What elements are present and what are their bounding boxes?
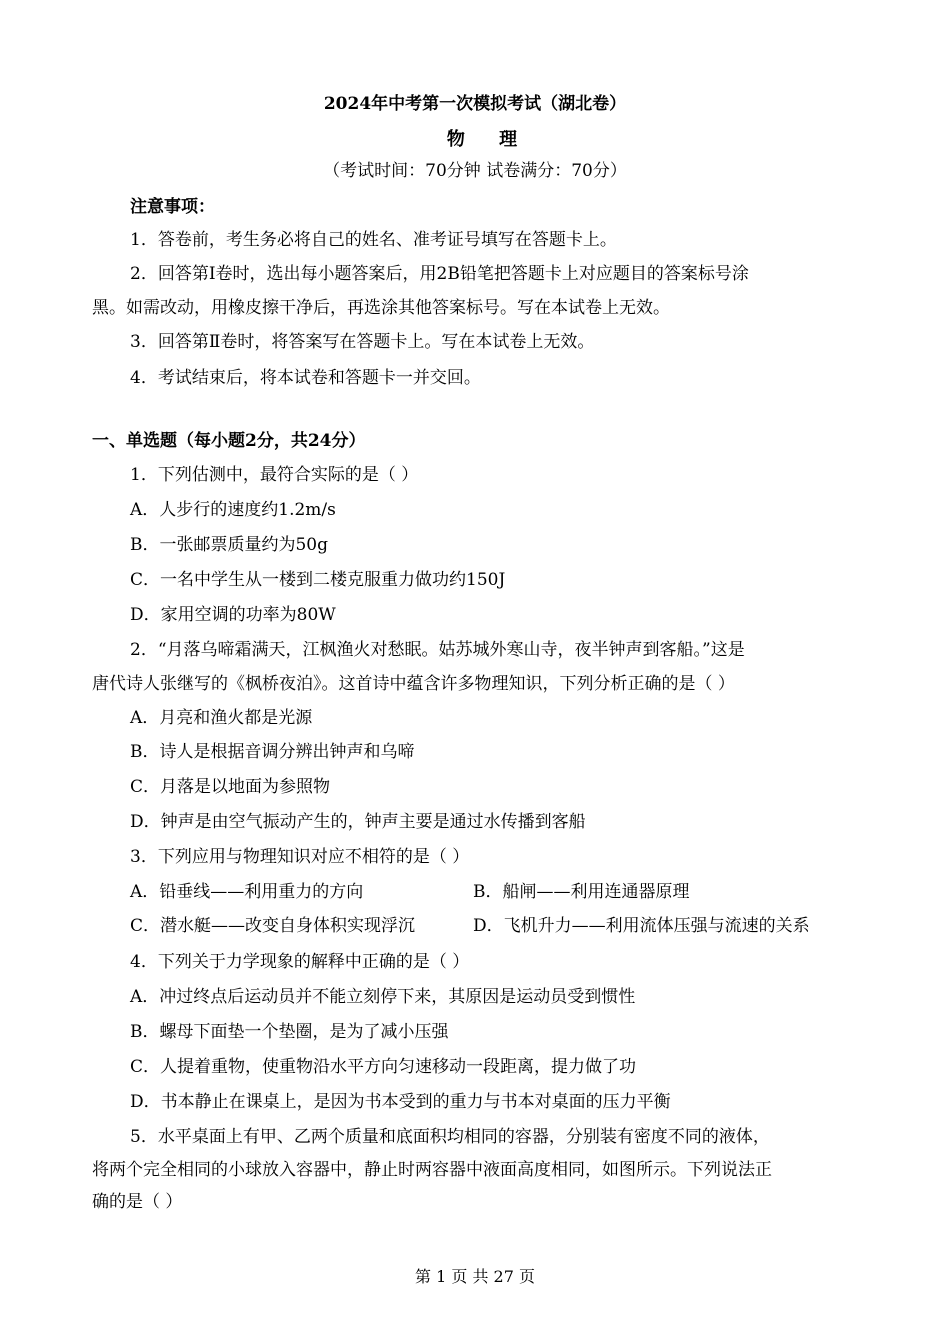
question-5-stem-line-1: 5．水平桌面上有甲、乙两个质量和底面积均相同的容器，分别装有密度不同的液体， (130, 1127, 770, 1147)
question-3-option-a: A．铅垂线——利用重力的方向 (130, 882, 364, 902)
question-1-option-c: C．一名中学生从一楼到二楼克服重力做功约150J (130, 570, 506, 590)
note-item-1: 1．答卷前，考生务必将自己的姓名、准考证号填写在答题卡上。 (130, 230, 617, 250)
question-3-option-b: B．船闸——利用连通器原理 (473, 882, 690, 902)
question-4-stem: 4．下列关于力学现象的解释中正确的是（ ） (130, 952, 470, 972)
question-2-option-c: C．月落是以地面为参照物 (130, 777, 331, 797)
question-1-stem: 1．下列估测中，最符合实际的是（ ） (130, 465, 419, 485)
question-2-option-b: B．诗人是根据音调分辨出钟声和乌啼 (130, 742, 415, 762)
note-item-2-continued: 黑。如需改动，用橡皮擦干净后，再选涂其他答案标号。写在本试卷上无效。 (92, 298, 670, 318)
question-4-option-b: B．螺母下面垫一个垫圈，是为了减小压强 (130, 1022, 449, 1042)
question-4-option-a: A．冲过终点后运动员并不能立刻停下来，其原因是运动员受到惯性 (130, 987, 636, 1007)
question-4-option-d: D．书本静止在课桌上，是因为书本受到的重力与书本对桌面的压力平衡 (130, 1092, 671, 1112)
notes-heading: 注意事项： (130, 197, 215, 217)
exam-title: 2024年中考第一次模拟考试（湖北卷） (323, 94, 627, 114)
question-3-option-d: D．飞机升力——利用流体压强与流速的关系 (473, 916, 810, 936)
question-5-stem-line-3: 确的是（ ） (92, 1192, 183, 1212)
page-number: 第 1 页 共 27 页 (415, 1267, 535, 1286)
note-item-2: 2．回答第Ⅰ卷时，选出每小题答案后，用2B铅笔把答题卡上对应题目的答案标号涂 (130, 264, 749, 284)
note-item-3: 3．回答第Ⅱ卷时，将答案写在答题卡上。写在本试卷上无效。 (130, 332, 595, 352)
exam-time-info: （考试时间：70分钟 试卷满分：70分） (323, 161, 627, 181)
question-3-option-c: C．潜水艇——改变自身体积实现浮沉 (130, 916, 416, 936)
question-1-option-a: A．人步行的速度约1.2m/s (130, 500, 336, 520)
question-2-option-d: D．钟声是由空气振动产生的，钟声主要是通过水传播到客船 (130, 812, 586, 832)
question-5-stem-line-2: 将两个完全相同的小球放入容器中，静止时两容器中液面高度相同，如图所示。下列说法正 (92, 1160, 772, 1180)
question-2-stem-line-1: 2．“月落乌啼霜满天，江枫渔火对愁眠。姑苏城外寒山寺，夜半钟声到客船。”这是 (130, 640, 745, 660)
subject-title: 物 理 (446, 129, 532, 150)
question-4-option-c: C．人提着重物，使重物沿水平方向匀速移动一段距离，提力做了功 (130, 1057, 637, 1077)
section-heading: 一、单选题（每小题2分，共24分） (92, 431, 366, 451)
question-1-option-d: D．家用空调的功率为80W (130, 605, 336, 625)
note-item-4: 4．考试结束后，将本试卷和答题卡一并交回。 (130, 368, 481, 388)
question-1-option-b: B．一张邮票质量约为50g (130, 535, 329, 555)
question-2-option-a: A．月亮和渔火都是光源 (130, 708, 313, 728)
question-2-stem-line-2: 唐代诗人张继写的《枫桥夜泊》。这首诗中蕴含许多物理知识，下列分析正确的是（ ） (92, 674, 735, 694)
question-3-stem: 3．下列应用与物理知识对应不相符的是（ ） (130, 847, 470, 867)
